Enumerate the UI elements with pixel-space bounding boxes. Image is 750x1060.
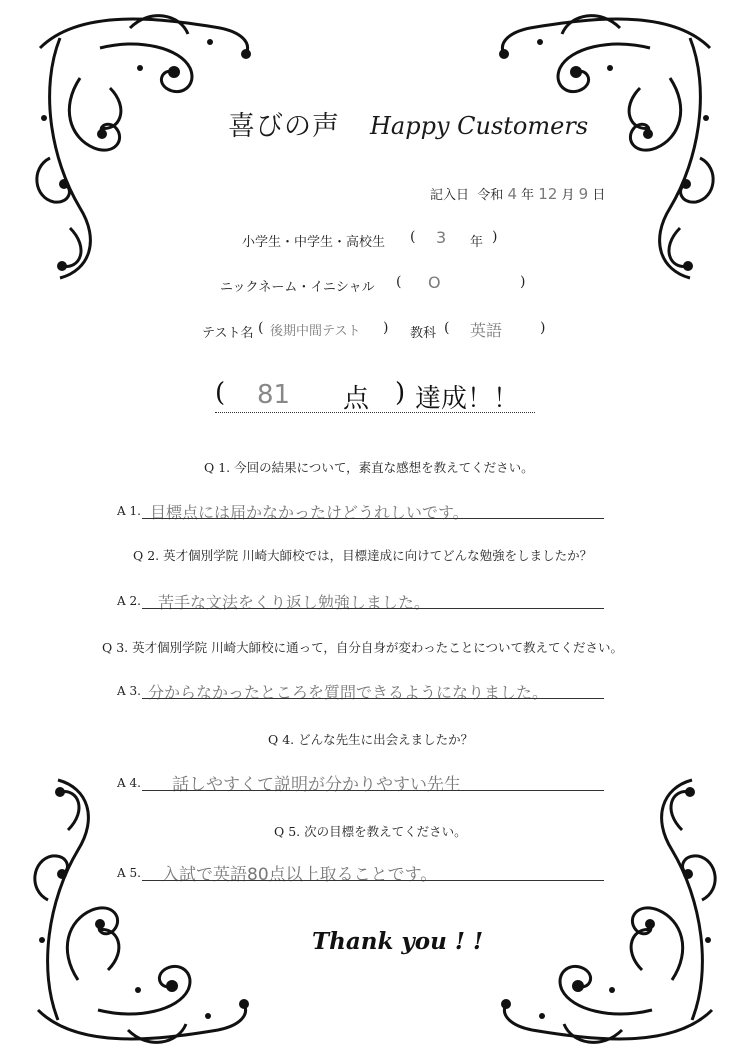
answer-label-3: A 3. [117,684,141,698]
answer-line-4 [142,790,604,791]
entry-date-year-unit: 年 [521,188,535,203]
answer-line-3 [142,698,604,699]
nickname-open: ( [396,274,402,290]
answer-line-1 [142,518,604,519]
answer-label-5: A 5. [117,866,141,880]
test-name-value: 後期中間テスト [270,324,361,339]
score-unit: 点 [343,384,370,414]
grade-close: ) [492,229,498,245]
score-banner [215,378,535,414]
grade-label: 小学生・中学生・高校生 [242,235,386,250]
answer-5: 入試で英語80点以上取ることです。 [162,865,438,885]
question-1: Q 1. 今回の結果について，素直な感想を教えてください。 [204,460,534,475]
ornament-top-right [490,8,730,288]
grade-value: 3 [436,228,447,247]
entry-date [430,184,605,203]
page-subtitle: Happy Customers [370,112,589,140]
entry-date-day: 9 [578,185,589,203]
subject-open: ( [444,320,450,336]
answer-label-1: A 1. [117,504,141,518]
grade-open: ( [410,229,416,245]
test-open: ( [258,320,264,336]
grade-unit: 年 [470,235,484,250]
question-3: Q 3. 英才個別学院 川崎大師校に通って，自分自身が変わったことについて教えてください。 [102,640,623,655]
ornament-bottom-left [18,770,258,1050]
nickname-label: ニックネーム・イニシャル [220,280,375,295]
ornament-top-left [20,8,260,288]
score-suffix: 達成！！ [415,384,520,414]
thank-you-text: Thank you ! ! [312,928,484,955]
score-underline [215,412,535,413]
nickname-value: O [428,273,441,292]
nickname-close: ) [520,274,526,290]
question-2: Q 2. 英才個別学院 川崎大師校では，目標達成に向けてどんな勉強をしましたか？ [133,548,593,563]
answer-2: 苦手な文法をくり返し勉強しました。 [158,593,431,612]
entry-date-month-unit: 月 [561,188,575,203]
entry-date-label: 記入日 [430,188,470,203]
subject-value: 英語 [470,321,503,340]
answer-4: 話しやすくて説明が分かりやすい先生 [172,775,461,795]
score-close: ) [395,378,406,408]
answer-label-4: A 4. [117,776,141,790]
entry-date-year: 4 [507,185,517,203]
score-open: ( [215,378,226,408]
entry-date-era: 令和 [477,188,504,203]
answer-label-2: A 2. [117,594,141,608]
test-close: ) [383,320,389,336]
answer-3: 分からなかったところを質問できるようになりました。 [148,683,549,702]
entry-date-month: 12 [538,185,558,203]
test-label: テスト名 [202,326,254,341]
answer-line-5 [142,880,604,881]
question-4: Q 4. どんな先生に出会えましたか？ [268,732,474,747]
subject-label: 教科 [410,326,437,341]
score-value: 81 [257,380,291,410]
subject-close: ) [540,320,546,336]
answer-1: 目標点には届かなかったけどうれしいです。 [150,503,469,522]
page-title: 喜びの声 [228,111,340,142]
entry-date-day-unit: 日 [592,188,606,203]
ornament-bottom-right [492,770,732,1050]
question-5: Q 5. 次の目標を教えてください。 [274,824,467,839]
answer-line-2 [142,608,604,609]
